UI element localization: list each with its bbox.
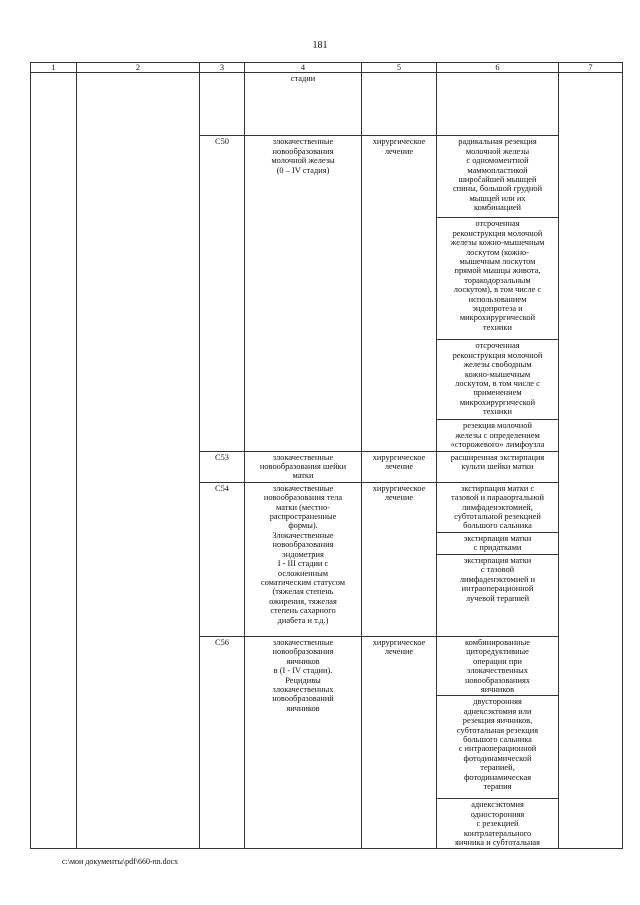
column-header: 3 (200, 63, 245, 73)
file-path-footer: c:\мои документы\pdf\660-nn.docx (62, 857, 179, 866)
treatment-cell: хирургическое лечение (362, 482, 437, 636)
method-cell: аднексэктомия односторонняя с резекцией контрлатерального яичника и субтотальная (437, 799, 559, 849)
treatment-cell: хирургическое лечение (362, 451, 437, 482)
method-cell: комбинированные циторедуктивные операции при злокачественных новообразованиях яичников (437, 636, 559, 695)
method-cell: резекция молочной железы с определением «сторожевого» лимфоузла (437, 420, 559, 451)
treatment-cell: хирургическое лечение (362, 636, 437, 848)
method-cell: экстирпация матки с тазовой и парааортальной лимфаденэктомией, субтотальной резекцией большого сальника (437, 482, 559, 532)
method-cell: экстирпация матки с придатками (437, 532, 559, 554)
method-cell: радикальная резекция молочной железы с одномоментной маммопластикой широčайшей мышцей спины, большой грудной мышцей или их комбинацией (437, 136, 559, 218)
diagnosis-cell: злокачественные новообразования тела матки (местно- распространенные формы). Злокачественные новообразования эндометрия I - III стадии с осложненным соматическим статусом (тяжелая степень ожирения, тяжелая степень сахарного диабета и т.д.) (245, 482, 362, 636)
code-cell: C50 (200, 136, 245, 451)
column-2-cell (77, 73, 200, 849)
column-header: 1 (31, 63, 77, 73)
method-cell (437, 73, 559, 136)
table-row (31, 73, 623, 136)
method-cell: отсроченная реконструкция молочной железы свободным кожно-мышечным лоскутом, в том числе с применением микрохирургической техники (437, 340, 559, 420)
diagnosis-cell: злокачественные новообразования шейки матки (245, 451, 362, 482)
diagnosis-cell: злокачественные новообразования яичников в (I - IV стадии). Рецидивы злокачественных новообразований яичников (245, 636, 362, 848)
column-number-row (31, 63, 623, 73)
method-cell: двусторонняя аднексэктомия или резекция яичников, субтотальная резекция большого сальника с интраоперационной фотодинамической терапией, фотодинамическая терапия (437, 696, 559, 799)
method-cell: расширенная экстирпация культи шейки матки (437, 451, 559, 482)
column-header: 6 (437, 63, 559, 73)
diagnosis-cell: злокачественные новообразования молочной железы (0 – IV стадия) (245, 136, 362, 451)
column-header: 5 (362, 63, 437, 73)
column-header: 7 (559, 63, 623, 73)
diagnosis-cell: стадии (245, 73, 362, 136)
procedures-table (30, 62, 623, 849)
page-number: 181 (312, 40, 328, 51)
column-header: 2 (77, 63, 200, 73)
code-cell: C53 (200, 451, 245, 482)
code-cell: C54 (200, 482, 245, 636)
code-cell: C56 (200, 636, 245, 848)
treatment-cell: хирургическое лечение (362, 136, 437, 451)
method-cell: экстирпация матки с тазовой лимфаденэктомией и интраоперационной лучевой терапией (437, 554, 559, 636)
column-7-cell (559, 73, 623, 849)
treatment-cell (362, 73, 437, 136)
method-cell: отсроченная реконструкция молочной железы кожно-мышечным лоскутом (кожно- мышечным лоскутом прямой мышцы живота, торакодорзальным лоскутом), в том числе с использованием эндопротеза и микрохирургической техники (437, 218, 559, 340)
code-cell (200, 73, 245, 136)
column-header: 4 (245, 63, 362, 73)
column-1-cell (31, 73, 77, 849)
